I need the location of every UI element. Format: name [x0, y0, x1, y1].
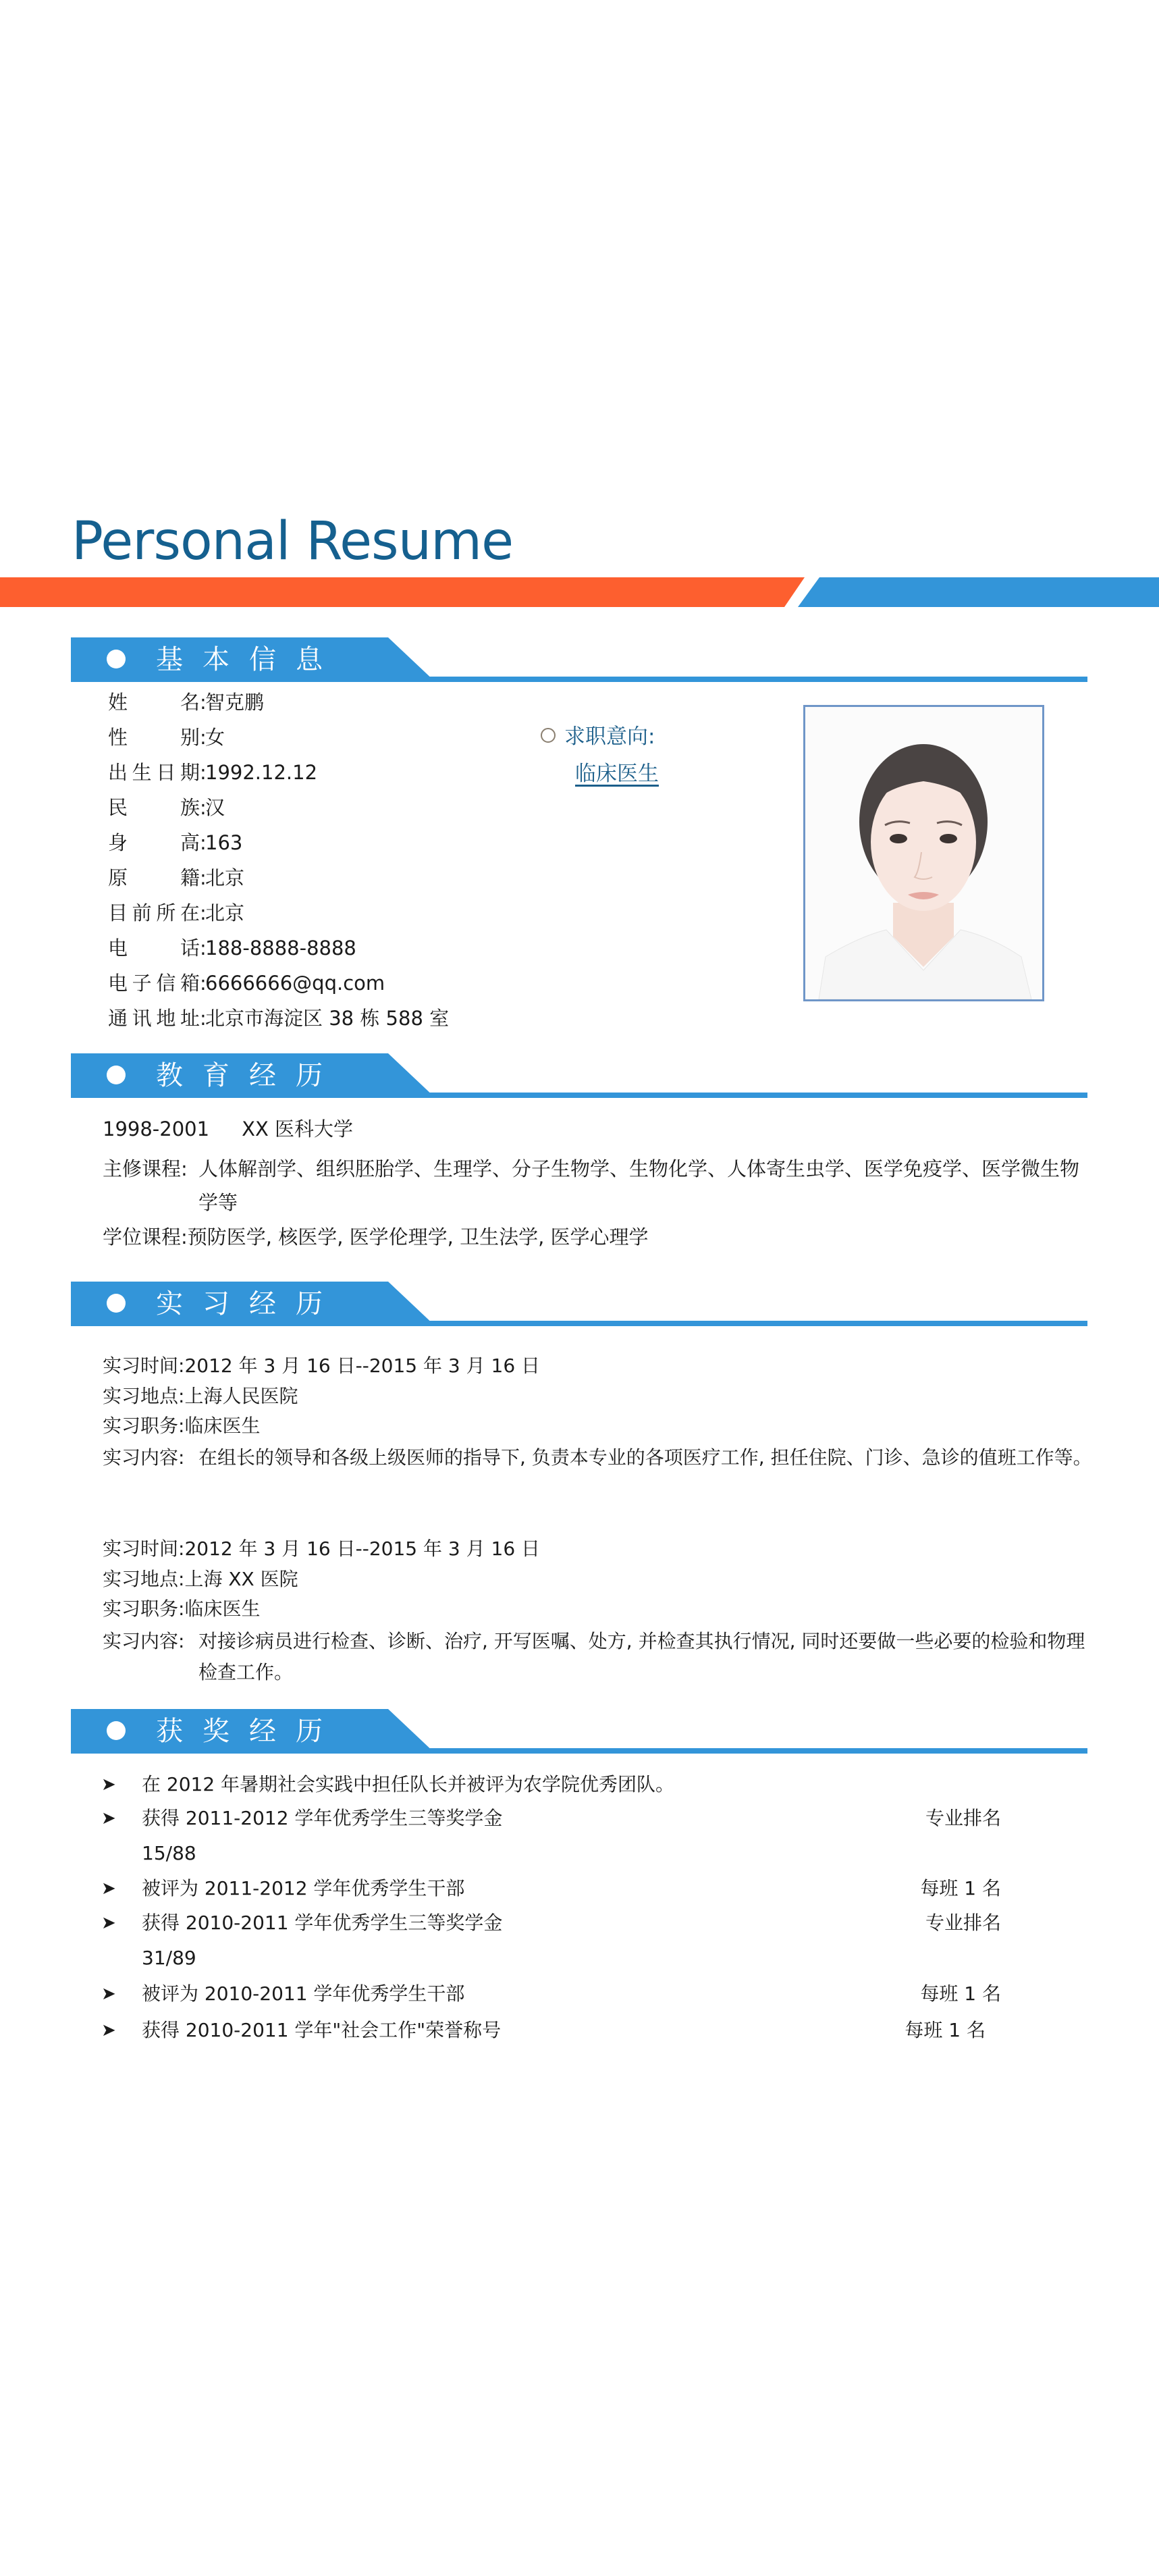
section-header-basic-info — [71, 637, 1087, 682]
info-value: 智克鹏 — [205, 691, 265, 714]
resume-title: Personal Resume — [72, 511, 514, 572]
internship-role: 实习职务:临床医生 — [103, 1415, 261, 1437]
portrait-icon — [805, 707, 1042, 999]
info-label: 性别 — [108, 726, 200, 749]
award-rank: 专业排名 — [925, 1807, 1001, 1829]
job-intention-label: 求职意向: — [564, 725, 655, 749]
section-header-awards — [71, 1709, 1087, 1754]
arrow-bullet-icon: ➤ — [101, 2020, 116, 2041]
info-row-location: 目前所在:北京 — [108, 899, 244, 926]
major-courses-label: 主修课程: — [103, 1157, 188, 1180]
info-value: 6666666@qq.com — [205, 972, 385, 995]
section-title: 教育经历 — [156, 1060, 342, 1091]
section-rule — [71, 677, 1087, 682]
section-header-internship — [71, 1282, 1087, 1326]
section-title: 基本信息 — [156, 644, 342, 675]
circle-outline-icon — [541, 728, 556, 743]
arrow-bullet-icon: ➤ — [101, 1878, 116, 1899]
job-intention-value: 临床医生 — [575, 762, 659, 786]
info-value: 1992.12.12 — [205, 761, 318, 784]
degree-courses-value: 预防医学, 核医学, 医学伦理学, 卫生法学, 医学心理学 — [187, 1226, 649, 1248]
award-rank: 每班 1 名 — [905, 2019, 986, 2041]
profile-photo — [803, 705, 1044, 1001]
info-label: 电话 — [108, 937, 200, 960]
info-value: 188-8888-8888 — [205, 937, 356, 960]
info-label: 出生日期 — [108, 761, 200, 784]
header-blue-bar — [798, 577, 1159, 607]
info-row-height: 身高:163 — [108, 829, 242, 856]
education-school: XX 医科大学 — [242, 1118, 354, 1140]
award-rank: 每班 1 名 — [920, 1877, 1001, 1899]
info-row-address: 通讯地址:北京市海淀区 38 栋 588 室 — [108, 1005, 449, 1032]
bullet-dot-icon — [107, 1721, 126, 1740]
info-row-ethnicity: 民族:汉 — [108, 794, 225, 821]
internship-time: 实习时间:2012 年 3 月 16 日--2015 年 3 月 16 日 — [103, 1537, 541, 1560]
education-period-row — [103, 1115, 353, 1142]
degree-courses-label: 学位课程: — [103, 1226, 188, 1248]
info-row-name: 姓名:智克鹏 — [108, 689, 264, 716]
section-rule — [71, 1748, 1087, 1754]
info-value: 北京市海淀区 38 栋 588 室 — [205, 1007, 450, 1030]
internship-place: 实习地点:上海人民医院 — [103, 1385, 298, 1407]
info-label: 姓名 — [108, 691, 200, 714]
bullet-dot-icon — [107, 1066, 126, 1084]
award-rank: 每班 1 名 — [920, 1982, 1001, 2005]
section-rule — [71, 1093, 1087, 1098]
info-value: 北京 — [205, 901, 245, 924]
info-label: 身高 — [108, 831, 200, 854]
info-value: 北京 — [205, 866, 245, 889]
info-value: 163 — [205, 831, 243, 854]
arrow-bullet-icon: ➤ — [101, 1984, 116, 2004]
bullet-dot-icon — [107, 650, 126, 668]
header-orange-bar — [0, 577, 805, 607]
info-value: 汉 — [205, 796, 225, 819]
internship-time: 实习时间:2012 年 3 月 16 日--2015 年 3 月 16 日 — [103, 1355, 541, 1377]
info-row-email: 电子信箱:6666666@qq.com — [108, 970, 385, 997]
section-title: 获奖经历 — [156, 1716, 342, 1747]
info-label: 电子信箱 — [108, 972, 200, 995]
arrow-bullet-icon: ➤ — [101, 1808, 116, 1829]
info-row-gender: 性别:女 — [108, 724, 225, 751]
internship-place: 实习地点:上海 XX 医院 — [103, 1568, 298, 1590]
section-rule — [71, 1321, 1087, 1326]
info-row-phone: 电话:188-8888-8888 — [108, 935, 356, 962]
arrow-bullet-icon: ➤ — [101, 1913, 116, 1933]
section-header-education — [71, 1053, 1087, 1098]
education-period: 1998-2001 — [103, 1118, 210, 1140]
info-label: 原籍 — [108, 866, 200, 889]
info-label: 通讯地址 — [108, 1007, 200, 1030]
info-row-origin: 原籍:北京 — [108, 864, 244, 891]
education-degree-courses — [103, 1224, 649, 1251]
internship-role: 实习职务:临床医生 — [103, 1598, 261, 1620]
info-label: 目前所在 — [108, 901, 200, 924]
info-label: 民族 — [108, 796, 200, 819]
section-title: 实习经历 — [156, 1288, 342, 1319]
award-rank: 专业排名 — [925, 1912, 1001, 1934]
info-row-birthdate: 出生日期:1992.12.12 — [108, 759, 317, 786]
arrow-bullet-icon: ➤ — [101, 1775, 116, 1795]
info-value: 女 — [205, 726, 225, 749]
bullet-dot-icon — [107, 1294, 126, 1313]
major-courses-value: 人体解剖学、组织胚胎学、生理学、分子生物学、生物化学、人体寄生虫学、医学免疫学、医学微生物学等 — [198, 1157, 1080, 1214]
